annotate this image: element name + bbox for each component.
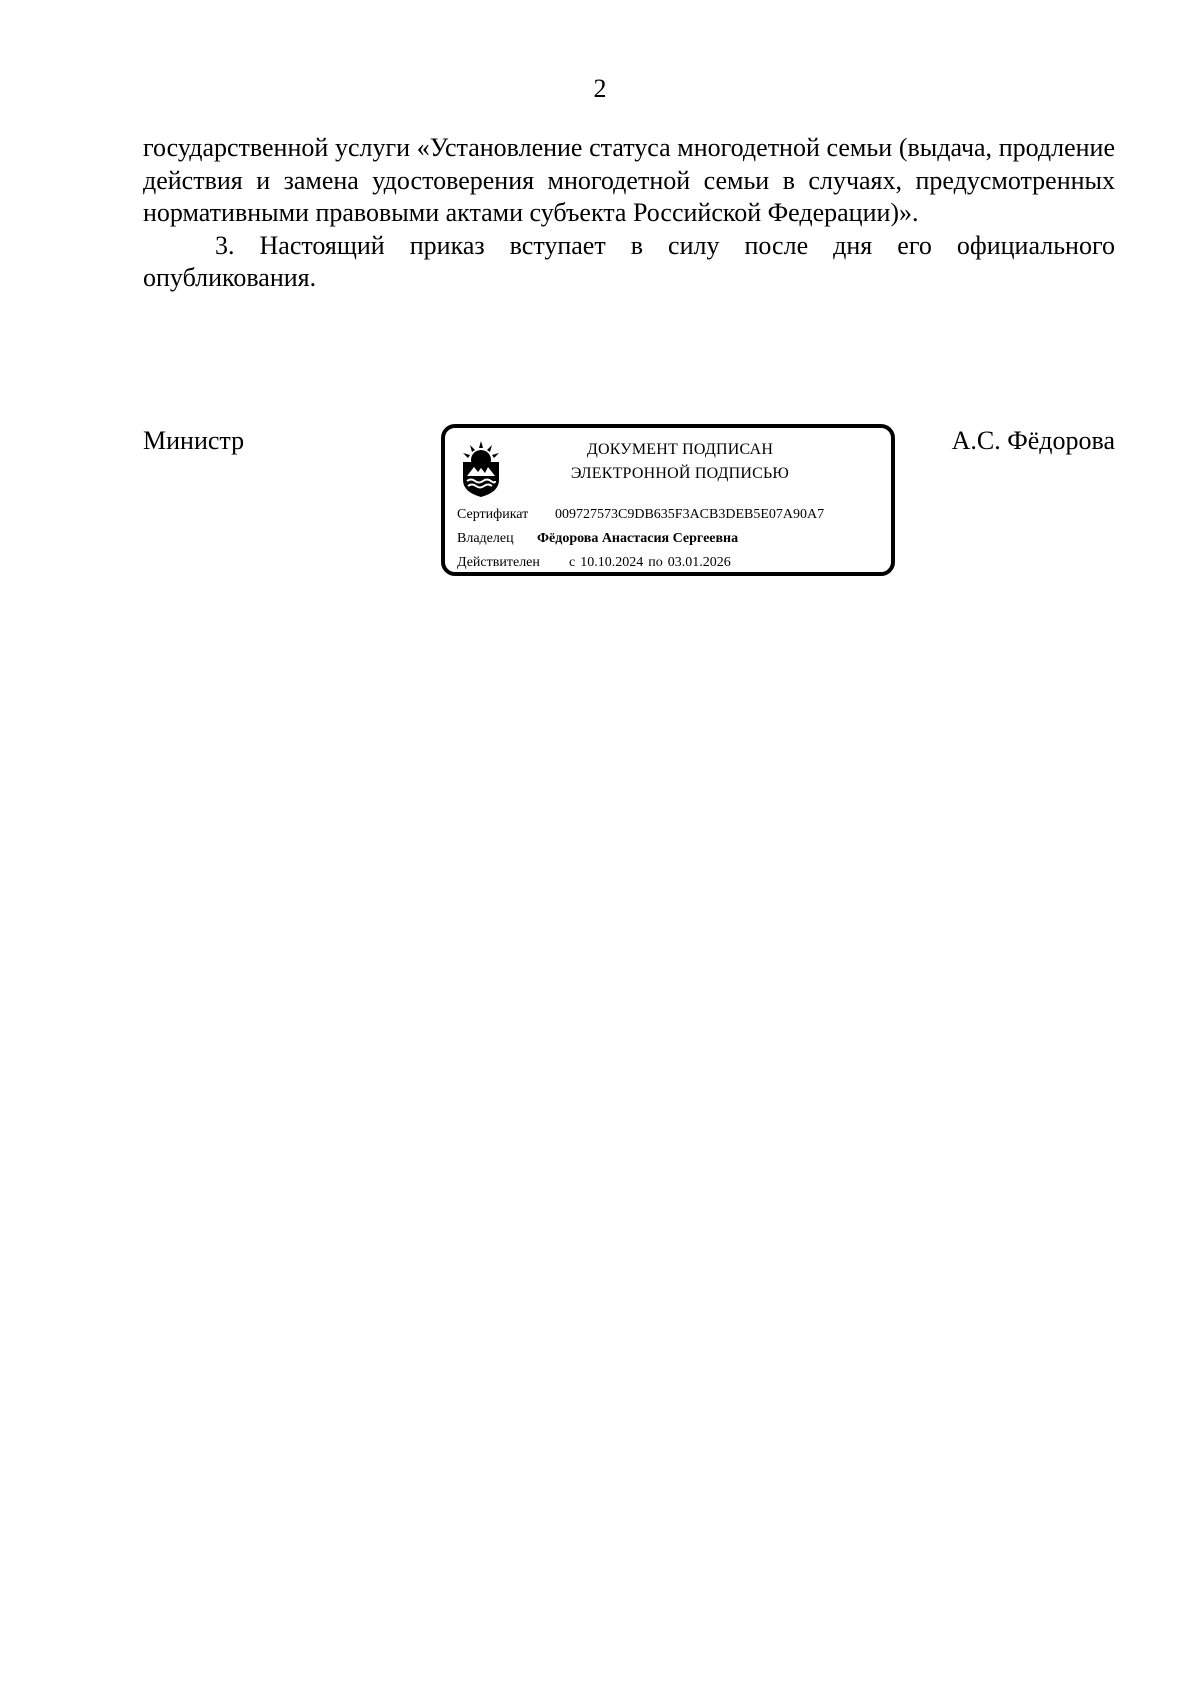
owner-value: Фёдорова Анастасия Сергеевна xyxy=(537,531,739,546)
stamp-validity-row xyxy=(457,553,736,573)
paragraph-effective-date: 3. Настоящий приказ вступает в силу после дня его официального опубликования. xyxy=(143,230,1115,292)
stamp-title-line-1: ДОКУМЕНТ ПОДПИСАН xyxy=(586,441,774,458)
signatory-name: А.С. Фёдорова xyxy=(951,426,1115,455)
valid-to-prefix: по xyxy=(648,555,663,570)
regional-coat-of-arms-icon xyxy=(459,440,503,498)
certificate-label: Сертификат xyxy=(457,507,529,522)
certificate-value: 009727573C9DB635F3ACB3DEB5E07A90A7 xyxy=(555,507,825,522)
stamp-owner-row xyxy=(457,529,738,549)
valid-from-date: 10.10.2024 xyxy=(580,555,644,570)
electronic-signature-stamp xyxy=(441,424,895,576)
signature-block xyxy=(143,424,1115,594)
stamp-title-line-2: ЭЛЕКТРОННОЙ ПОДПИСЬЮ xyxy=(570,465,790,482)
valid-to-date: 03.01.2026 xyxy=(667,555,731,570)
page-number: 2 xyxy=(593,74,607,103)
validity-label: Действителен xyxy=(457,555,540,570)
stamp-title xyxy=(515,438,845,486)
document-body xyxy=(143,132,1115,295)
paragraph-service-name: государственной услуги «Установление статуса многодетной семьи (выдача, продление действия и замена удостоверения многодетной семьи в случаях, предусмотренных нормативными правовыми актами субъекта Российской Федерации)». xyxy=(143,133,1115,227)
owner-label: Владелец xyxy=(457,531,514,546)
valid-from-prefix: с xyxy=(569,555,576,570)
stamp-certificate-row xyxy=(457,505,824,525)
signatory-role: Министр xyxy=(143,426,245,455)
